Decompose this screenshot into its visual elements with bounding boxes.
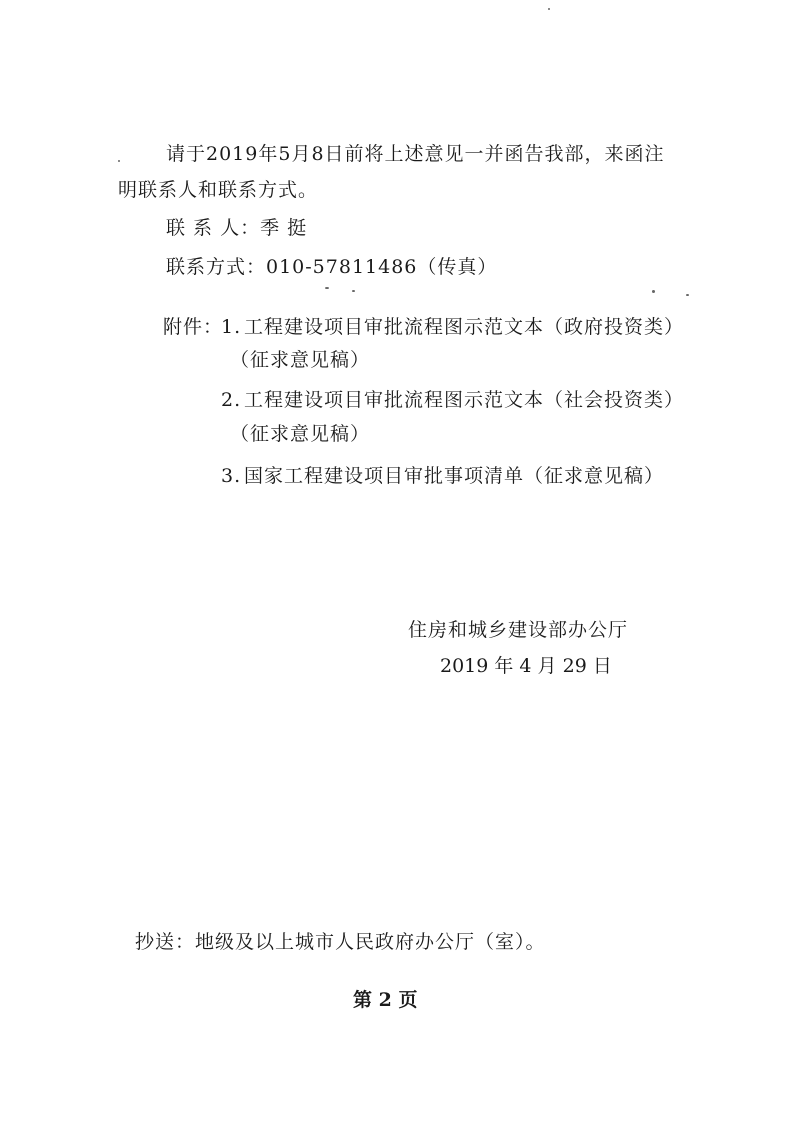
scan-speck — [686, 294, 689, 296]
para1-line2: 明联系人和联系方式。 — [118, 179, 319, 201]
attachment-1-subtitle: （征求意见稿） — [230, 349, 371, 371]
contact-method: 联系方式：010-57811486（传真） — [166, 256, 498, 278]
attachments-label: 附件： — [163, 316, 224, 338]
signature-date: 2019 年 4 月 29 日 — [440, 655, 612, 677]
attachment-2-title: 工程建设项目审批流程图示范文本（社会投资类） — [244, 389, 685, 411]
attachment-3-title: 国家工程建设项目审批事项清单（征求意见稿） — [244, 465, 665, 487]
scan-speck — [118, 160, 120, 162]
attachment-3-num: 3. — [221, 465, 242, 487]
attachment-2-num: 2. — [221, 389, 242, 411]
attachment-1-title: 工程建设项目审批流程图示范文本（政府投资类） — [244, 316, 685, 338]
signature-org: 住房和城乡建设部办公厅 — [408, 619, 629, 641]
para1-line1: 请于2019年5月8日前将上述意见一并函告我部，来函注 — [166, 143, 665, 165]
scan-speck — [652, 290, 655, 293]
scan-speck — [548, 8, 550, 10]
scan-speck — [325, 287, 329, 289]
attachment-1-num: 1. — [221, 316, 242, 338]
page-number: 第 2 页 — [353, 989, 418, 1011]
attachment-2-subtitle: （征求意见稿） — [230, 423, 371, 445]
cc-line: 抄送：地级及以上城市人民政府办公厅（室）。 — [135, 931, 546, 953]
contact-person: 联 系 人：季 挺 — [166, 217, 308, 239]
scan-speck — [352, 290, 355, 292]
